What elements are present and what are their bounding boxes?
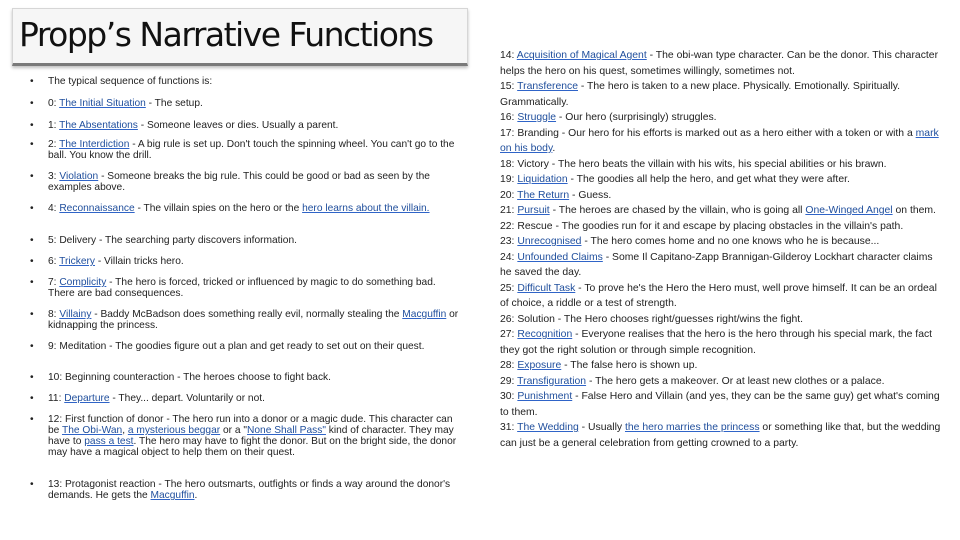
text-segment: 22: Rescue - The goodies run for it and escape by placing obstacles in the villain's path. [500, 220, 904, 232]
text-segment: on them. [892, 205, 936, 216]
function-paragraph [500, 188, 946, 204]
text-segment: 23: [500, 236, 518, 247]
list-item [30, 98, 462, 109]
text-segment: 26: Solution - The Hero chooses right/guesses right/wins the fight. [500, 313, 804, 325]
list-item [30, 341, 462, 352]
text-segment: or kidnapping the princess. [48, 309, 459, 331]
text-segment: - Everyone realises that the hero is the hero through his special mark, the fact they got the right solution or through simple recognition. [500, 329, 933, 356]
text-segment: 11: [48, 393, 65, 404]
right-function-list [500, 48, 946, 451]
link-punishment[interactable]: Punishment [517, 391, 573, 402]
text-segment: 17: Branding - Our hero for his efforts is marked out as a hero either with a token or with a [500, 127, 916, 139]
text-segment: - Our hero (surprisingly) struggles. [556, 112, 717, 123]
text-segment: 10: Beginning counteraction - The heroes choose to fight back. [48, 372, 331, 383]
text-segment: - They... depart. Voluntarily or not. [109, 393, 265, 404]
list-item [30, 277, 462, 299]
link-the-interdiction[interactable]: The Interdiction [59, 139, 130, 150]
item-text [48, 98, 462, 109]
item-text [48, 256, 462, 267]
bullet-icon: • [30, 414, 34, 425]
link-reconnaissance[interactable]: Reconnaissance [59, 203, 135, 214]
text-segment: The typical sequence of functions is: [48, 76, 213, 87]
text-segment: . [552, 143, 556, 154]
link-struggle[interactable]: Struggle [517, 112, 557, 123]
text-segment: 16: [500, 112, 518, 123]
text-segment: 9: Meditation - The goodies figure out a plan and get ready to set out on their quest. [48, 341, 425, 352]
bullet-icon: • [30, 256, 34, 267]
bullet-icon: • [30, 203, 34, 214]
text-segment: - False Hero and Villain (and yes, they can be the same guy) get what's coming to them. [500, 391, 940, 418]
list-item [30, 171, 462, 193]
text-segment: . [194, 490, 198, 501]
text-segment: - Guess. [569, 189, 612, 201]
text-segment: . The hero may have to fight the donor. But on the bright side, the donor may have a magical object to help them on their quest. [48, 436, 457, 458]
link-macguffin[interactable]: Macguffin [150, 490, 195, 501]
link-a-mysterious-beggar[interactable]: a mysterious beggar [127, 425, 221, 436]
link-the-hero-marries-the-princess[interactable]: the hero marries the princess [624, 422, 760, 433]
link-liquidation[interactable]: Liquidation [517, 174, 568, 185]
page-title: Propp’s Narrative Functions [19, 15, 433, 54]
text-segment: 13: Protagonist reaction - The hero outsmarts, outfights or finds a way around the donor's demands. He gets the [48, 479, 451, 501]
text-segment: 19: [500, 174, 518, 185]
link-unfounded-claims[interactable]: Unfounded Claims [517, 251, 603, 263]
bullet-icon: • [30, 341, 34, 352]
text-segment: kind of character. They may have to [48, 425, 454, 447]
list-item [30, 393, 462, 404]
text-segment: - The villain spies on the hero or the [134, 203, 303, 214]
text-segment: - Some Il Capitano-Zapp Brannigan-Gilderoy Lockhart character claims he saved the day. [500, 251, 933, 278]
link-transfiguration[interactable]: Transfiguration [517, 375, 587, 387]
item-text [48, 309, 462, 331]
text-segment: - To prove he's the Hero the Hero must, well prove himself. It can be an ordeal of choice, a riddle or a test of strength. [500, 282, 937, 309]
text-segment: 1: [48, 120, 60, 131]
text-segment: 27: [500, 329, 518, 340]
function-paragraph [500, 358, 946, 374]
text-segment: - Baddy McBadson does something really evil, normally stealing the [91, 309, 403, 320]
function-paragraph [500, 281, 946, 312]
list-item [30, 120, 462, 131]
text-segment: - The hero comes home and no one knows who he is because... [581, 236, 880, 247]
item-text [48, 139, 462, 161]
text-segment: or a " [220, 425, 248, 436]
link-the-wedding[interactable]: The Wedding [517, 422, 579, 433]
link-pursuit[interactable]: Pursuit [517, 205, 550, 216]
item-text [48, 203, 462, 214]
link-mark-on-his-body[interactable]: mark on his body [500, 127, 939, 154]
text-segment: - Usually [578, 422, 625, 433]
list-item [30, 203, 462, 214]
function-paragraph [500, 110, 946, 126]
link-none-shall-pass[interactable]: None Shall Pass" [247, 425, 326, 436]
list-item [30, 256, 462, 267]
text-segment: - The false hero is shown up. [561, 360, 698, 371]
function-paragraph [500, 219, 946, 235]
text-segment: 24: [500, 251, 518, 263]
item-text [48, 120, 462, 131]
link-macguffin[interactable]: Macguffin [402, 309, 447, 320]
bullet-icon: • [30, 479, 34, 490]
link-violation[interactable]: Violation [59, 171, 99, 182]
link-transference[interactable]: Transference [517, 81, 578, 92]
text-segment: 6: [48, 256, 60, 267]
item-text [48, 235, 462, 246]
function-paragraph [500, 157, 946, 173]
bullet-icon: • [30, 309, 34, 320]
text-segment: - Someone leaves or dies. Usually a parent. [137, 120, 339, 131]
text-segment: 2: [48, 139, 60, 150]
function-paragraph [500, 79, 946, 110]
link-recognition[interactable]: Recognition [517, 329, 573, 340]
text-segment: - The goodies all help the hero, and get what they were after. [567, 174, 850, 185]
text-segment: 28: [500, 360, 518, 371]
item-text [48, 372, 462, 383]
text-segment: - The obi-wan type character. Can be the donor. This character helps the hero on his quest, sometimes willingly, sometimes not. [500, 50, 939, 77]
link-complicity[interactable]: Complicity [59, 277, 107, 288]
text-segment: - Villain tricks hero. [95, 256, 184, 267]
function-paragraph [500, 126, 946, 157]
list-item [30, 235, 462, 246]
function-paragraph [500, 327, 946, 358]
link-unrecognised[interactable]: Unrecognised [517, 236, 582, 247]
list-item [30, 372, 462, 383]
text-segment: , [122, 425, 128, 436]
link-one-winged-angel[interactable]: One-Winged Angel [805, 205, 893, 216]
bullet-icon: • [30, 235, 34, 246]
function-paragraph [500, 389, 946, 420]
text-segment: 15: [500, 81, 518, 92]
bullet-icon: • [30, 393, 34, 404]
link-the-return[interactable]: The Return [517, 189, 570, 201]
link-the-absentations[interactable]: The Absentations [59, 120, 138, 131]
text-segment: - The hero is forced, tricked or influenced by magic to do something bad. There are bad consequences. [48, 277, 436, 299]
item-text [48, 76, 462, 87]
title-box [12, 8, 468, 66]
item-text [48, 341, 462, 352]
bullet-icon: • [30, 277, 34, 288]
bullet-icon: • [30, 120, 34, 131]
text-segment: - A big rule is set up. Don't touch the spinning wheel. You can't go to the ball. You know the drill. [48, 139, 455, 161]
link-acquisition-of-magical-agent[interactable]: Acquisition of Magical Agent [516, 50, 647, 61]
text-segment: - The hero is taken to a new place. Physically. Emotionally. Spiritually. Grammatically. [500, 81, 901, 108]
function-paragraph [500, 172, 946, 188]
text-segment: 18: Victory - The hero beats the villain with his wits, his special abilities or his brawn. [500, 158, 887, 170]
text-segment: or something like that, but the wedding can just be a general celebration from getting crowned to a party. [500, 422, 941, 449]
bullet-icon: • [30, 98, 34, 109]
function-paragraph [500, 203, 946, 219]
link-exposure[interactable]: Exposure [517, 360, 562, 371]
link-pass-a-test[interactable]: pass a test [84, 436, 134, 447]
text-segment: 14: [500, 50, 517, 61]
list-item [30, 76, 462, 87]
text-segment: 12: First function of donor - The hero run into a donor or a magic dude. This character can be [48, 414, 453, 436]
list-item [30, 414, 462, 458]
function-paragraph [500, 250, 946, 281]
text-segment: 20: [500, 189, 518, 201]
text-segment: 5: Delivery - The searching party discovers information. [48, 235, 297, 246]
bullet-icon: • [30, 372, 34, 383]
text-segment: 4: [48, 203, 60, 214]
function-paragraph [500, 374, 946, 390]
text-segment: - Someone breaks the big rule. This could be good or bad as seen by the examples above. [48, 171, 430, 193]
item-text [48, 277, 462, 299]
text-segment: - The hero gets a makeover. Or at least new clothes or a palace. [586, 375, 885, 387]
text-segment: - The setup. [145, 98, 203, 109]
text-segment: 0: [48, 98, 60, 109]
link-trickery[interactable]: Trickery [59, 256, 95, 267]
link-difficult-task[interactable]: Difficult Task [517, 282, 576, 294]
text-segment: 21: [500, 205, 518, 216]
item-text [48, 393, 462, 404]
text-segment: 25: [500, 282, 518, 294]
function-paragraph [500, 48, 946, 79]
function-paragraph [500, 234, 946, 250]
item-text [48, 479, 462, 501]
link-hero-learns-about-the-villain[interactable]: hero learns about the villain. [302, 203, 430, 214]
link-the-obi-wan[interactable]: The Obi-Wan [61, 425, 123, 436]
list-item [30, 139, 462, 161]
link-the-initial-situation[interactable]: The Initial Situation [59, 98, 146, 109]
list-item [30, 309, 462, 331]
text-segment: 29: [500, 375, 518, 387]
text-segment: 3: [48, 171, 60, 182]
item-text [48, 414, 462, 458]
text-segment: 30: [500, 391, 518, 402]
link-villainy[interactable]: Villainy [59, 309, 92, 320]
list-item [30, 479, 462, 501]
item-text [48, 171, 462, 193]
bullet-icon: • [30, 76, 34, 87]
text-segment: 7: [48, 277, 60, 288]
function-paragraph [500, 420, 946, 451]
bullet-icon: • [30, 139, 34, 150]
text-segment: - The heroes are chased by the villain, who is going all [549, 205, 806, 216]
function-paragraph [500, 312, 946, 328]
text-segment: 31: [500, 422, 518, 433]
link-departure[interactable]: Departure [64, 393, 110, 404]
bullet-icon: • [30, 171, 34, 182]
text-segment: 8: [48, 309, 60, 320]
